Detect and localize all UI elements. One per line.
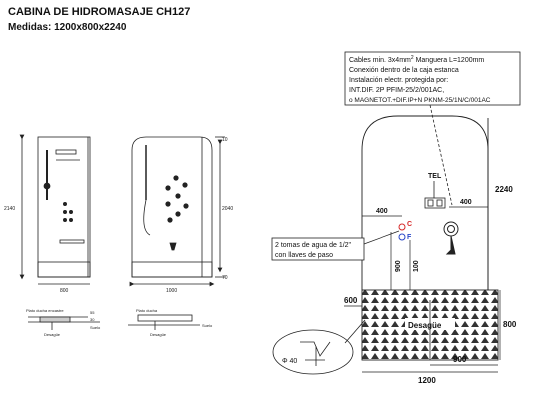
dim-100: 100 bbox=[413, 260, 420, 272]
cables-callout-line-4: o MAGNETOT.+DIF.IP+N PKNM-25/1N/C/001AC bbox=[349, 97, 491, 104]
tray-left-drain: Desagüe bbox=[44, 332, 61, 337]
hot-water-label: F bbox=[407, 234, 412, 241]
tray-detail-right bbox=[128, 315, 200, 330]
page-title: CABINA DE HIDROMASAJE CH127 bbox=[8, 6, 191, 18]
tray-right-drain: Desagüe bbox=[150, 332, 167, 337]
tray-right-floor: Suelo bbox=[202, 323, 213, 328]
jet-icon bbox=[183, 183, 187, 187]
jet-icon bbox=[69, 210, 72, 213]
dim-900-vertical: 900 bbox=[395, 260, 402, 272]
dim-800: 800 bbox=[503, 320, 517, 329]
cables-callout-line-3: INT.DIF. 2P PFIM-25/2/001AC, bbox=[349, 87, 445, 94]
cables-callout-line-1: Conexión dentro de la caja estanca bbox=[349, 67, 459, 74]
jet-icon bbox=[63, 218, 66, 221]
jet-icon bbox=[168, 218, 172, 222]
jet-icon bbox=[166, 186, 170, 190]
tray-left-title: Plato ducha encastre bbox=[26, 308, 64, 313]
jet-icon bbox=[63, 210, 66, 213]
side-view-outline bbox=[132, 137, 212, 277]
page-subtitle: Medidas: 1200x800x2240 bbox=[8, 22, 127, 33]
dim-400-left: 400 bbox=[376, 208, 388, 215]
tel-box bbox=[425, 181, 445, 208]
drain-diameter-label: Φ 40 bbox=[282, 358, 298, 365]
side-top-label: 10 bbox=[222, 137, 228, 143]
water-callout-line-1: con llaves de paso bbox=[275, 252, 333, 259]
cold-water-label: C bbox=[407, 221, 413, 228]
side-view bbox=[132, 137, 225, 284]
front-view bbox=[22, 137, 90, 284]
jet-icon bbox=[184, 204, 188, 208]
tray-left-dim-bottom: 30 bbox=[90, 317, 95, 322]
tray-left-floor: Suelo bbox=[90, 325, 101, 330]
front-view-outline bbox=[38, 137, 90, 277]
electrical-box-icon bbox=[444, 222, 458, 254]
drain-detail bbox=[273, 320, 365, 374]
dim-600: 600 bbox=[344, 296, 358, 305]
callout-leader bbox=[430, 105, 452, 205]
side-height-label: 2040 bbox=[222, 206, 234, 212]
side-width-label: 1000 bbox=[166, 288, 178, 294]
jet-icon bbox=[69, 218, 72, 221]
jet-icon bbox=[166, 202, 170, 206]
tray-left-dim-top: 55 bbox=[90, 310, 95, 315]
tray-right-title: Plato ducha bbox=[136, 308, 158, 313]
front-width-label: 800 bbox=[60, 288, 69, 294]
dim-400-right: 400 bbox=[460, 199, 472, 206]
jet-icon bbox=[63, 202, 66, 205]
front-height-label: 2140 bbox=[4, 206, 16, 212]
drain-label: Desagüe bbox=[408, 321, 442, 330]
handset-icon bbox=[44, 183, 50, 189]
water-callout-line-0: 2 tomas de agua de 1/2" bbox=[275, 242, 352, 249]
dim-1200: 1200 bbox=[418, 376, 436, 385]
jet-icon bbox=[174, 176, 178, 180]
cold-water-tap-icon bbox=[399, 224, 405, 230]
dim-900-bottom: 900 bbox=[453, 355, 467, 364]
jet-icon bbox=[176, 194, 180, 198]
hot-water-tap-icon bbox=[399, 234, 405, 240]
side-bottom-label: 70 bbox=[222, 275, 228, 281]
tel-label: TEL bbox=[428, 173, 442, 180]
cables-callout-line-0: Cables min. $3x4mm^2$ Manguera L=1200mm bbox=[349, 55, 485, 64]
jet-icon bbox=[176, 212, 180, 216]
dim-2240: 2240 bbox=[495, 185, 513, 194]
cables-callout-line-2: Instalación electr. protegida por: bbox=[349, 77, 449, 84]
